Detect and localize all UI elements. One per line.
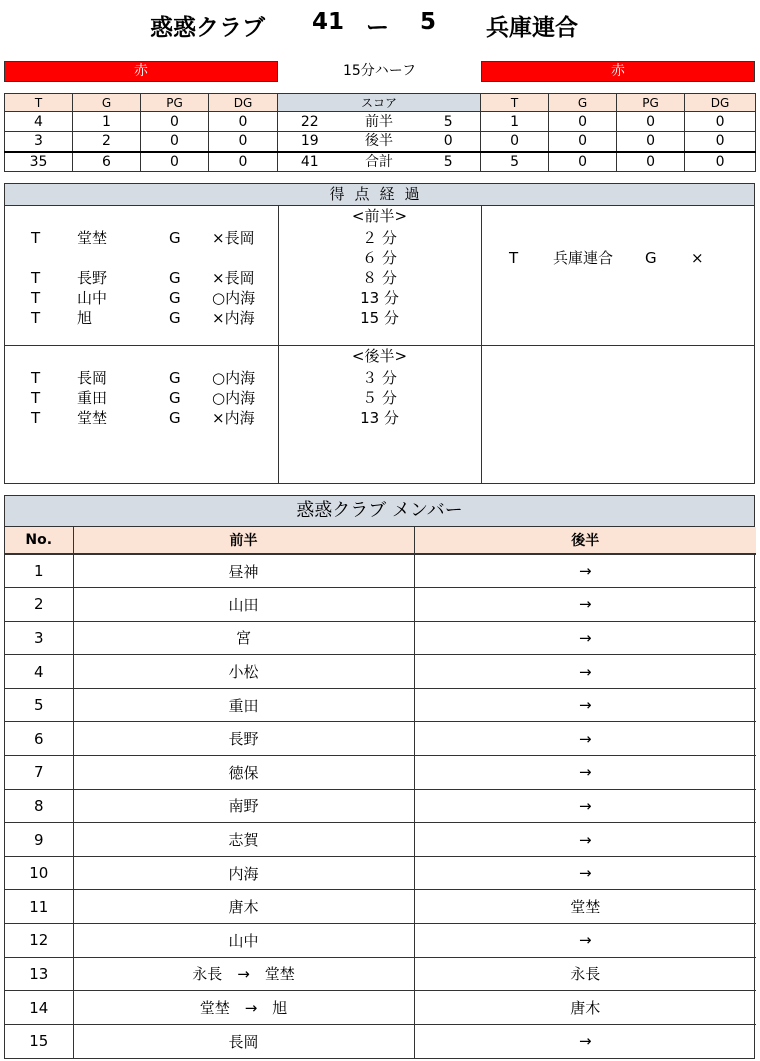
score-cell: 0 — [685, 132, 756, 152]
score-cell: 0 — [685, 112, 756, 132]
member-row — [5, 991, 756, 1025]
member-row — [5, 856, 756, 890]
member-no: 13 — [5, 957, 73, 991]
col-header: T — [481, 94, 549, 112]
first-half-player: 宮 — [73, 621, 414, 655]
score-cell: 0 — [549, 112, 617, 132]
score-time: ３ 分 — [362, 369, 397, 387]
second-half-player: → — [414, 688, 756, 722]
member-no: 14 — [5, 991, 73, 1025]
match-title — [0, 0, 760, 50]
second-half-player: → — [414, 756, 756, 790]
home-team-name: 惑惑クラブ — [150, 15, 265, 41]
score-cell: 0 — [141, 132, 209, 152]
member-list-title: 惑惑クラブ メンバー — [5, 496, 754, 527]
score-type: T — [31, 309, 41, 327]
score-type: T — [31, 229, 41, 247]
score-type: T — [31, 269, 41, 287]
first-half-player: 内海 — [73, 856, 414, 890]
away-score: 5 — [420, 9, 437, 35]
member-no: 5 — [5, 688, 73, 722]
col-header-first-half: 前半 — [73, 527, 414, 554]
score-cell: 0 — [481, 132, 549, 152]
member-row — [5, 588, 756, 622]
member-row — [5, 957, 756, 991]
kick-type: G — [169, 409, 181, 427]
score-cell: 0 — [617, 152, 685, 172]
member-row — [5, 823, 756, 857]
kick-type: G — [645, 249, 657, 267]
member-table — [5, 527, 756, 1058]
score-center-header: スコア — [278, 94, 481, 112]
member-no: 7 — [5, 756, 73, 790]
score-cell: 3 — [5, 132, 73, 152]
first-half-player: 長岡 — [73, 1024, 414, 1058]
member-no: 8 — [5, 789, 73, 823]
score-cell: 4 — [5, 112, 73, 132]
member-list — [4, 495, 755, 1059]
score-time: ８ 分 — [362, 269, 397, 287]
first-half-player: 徳保 — [73, 756, 414, 790]
progress-title: 得点経過 — [5, 184, 754, 206]
first-half-player: 堂埜 → 旭 — [73, 991, 414, 1025]
score-cell: 6 — [73, 152, 141, 172]
scoring-progress — [4, 183, 755, 484]
score-cell: 0 — [209, 152, 278, 172]
match-format: 15分ハーフ — [342, 63, 417, 79]
away-points: 5 — [417, 152, 481, 172]
kick-type: G — [169, 269, 181, 287]
col-header: PG — [617, 94, 685, 112]
score-cell: 1 — [481, 112, 549, 132]
score-type: T — [31, 389, 41, 407]
member-row — [5, 722, 756, 756]
second-half-label: <後半> — [351, 347, 408, 365]
score-cell: 5 — [481, 152, 549, 172]
score-separator: ー — [366, 15, 389, 41]
member-no: 10 — [5, 856, 73, 890]
second-half-player: 堂埜 — [414, 890, 756, 924]
score-type: T — [31, 369, 41, 387]
first-half-player: 小松 — [73, 655, 414, 689]
score-cell: 0 — [617, 112, 685, 132]
scorer: 兵庫連合 — [553, 249, 614, 267]
second-half-player: → — [414, 924, 756, 958]
kick-result: ×内海 — [212, 409, 255, 427]
first-half-player: 志賀 — [73, 823, 414, 857]
member-no: 3 — [5, 621, 73, 655]
col-header: DG — [209, 94, 278, 112]
score-header-row — [5, 94, 756, 112]
second-half-player: → — [414, 554, 756, 588]
first-half-player: 山中 — [73, 924, 414, 958]
away-team-name: 兵庫連合 — [486, 15, 578, 41]
away-points: 5 — [417, 112, 481, 132]
first-half-player: 山田 — [73, 588, 414, 622]
score-table — [4, 93, 756, 172]
period-label: 前半 — [342, 112, 417, 132]
score-time: 13 分 — [360, 289, 399, 307]
kick-result: ×長岡 — [212, 269, 255, 287]
member-no: 11 — [5, 890, 73, 924]
member-row — [5, 789, 756, 823]
second-half-player: → — [414, 823, 756, 857]
home-score: 41 — [312, 9, 345, 35]
score-time: 15 分 — [360, 309, 399, 327]
kick-result: ×長岡 — [212, 229, 255, 247]
col-header-second-half: 後半 — [414, 527, 756, 554]
col-header: DG — [685, 94, 756, 112]
scorer: 山中 — [77, 289, 108, 307]
member-row — [5, 655, 756, 689]
col-header: PG — [141, 94, 209, 112]
period-label: 合計 — [342, 152, 417, 172]
member-row — [5, 621, 756, 655]
member-no: 1 — [5, 554, 73, 588]
second-half-player: 永長 — [414, 957, 756, 991]
score-type: T — [31, 289, 41, 307]
member-row — [5, 688, 756, 722]
scorer: 長野 — [77, 269, 108, 287]
home-points: 19 — [278, 132, 342, 152]
scorer: 堂埜 — [77, 409, 108, 427]
score-cell: 0 — [141, 152, 209, 172]
scorer: 堂埜 — [77, 229, 108, 247]
scorer: 長岡 — [77, 369, 108, 387]
second-half-player: → — [414, 789, 756, 823]
second-half-player: 唐木 — [414, 991, 756, 1025]
col-header: G — [549, 94, 617, 112]
first-half-player: 永長 → 堂埜 — [73, 957, 414, 991]
member-no: 15 — [5, 1024, 73, 1058]
score-cell: 0 — [549, 132, 617, 152]
member-row — [5, 756, 756, 790]
kick-type: G — [169, 369, 181, 387]
kick-result: × — [691, 249, 704, 267]
second-half-player: → — [414, 722, 756, 756]
home-jersey-color: 赤 — [4, 61, 278, 82]
kick-result: ○内海 — [212, 389, 256, 407]
score-type: T — [509, 249, 519, 267]
member-row — [5, 1024, 756, 1058]
member-row — [5, 890, 756, 924]
score-time: 13 分 — [360, 409, 399, 427]
first-half-player: 南野 — [73, 789, 414, 823]
member-no: 4 — [5, 655, 73, 689]
kick-type: G — [169, 309, 181, 327]
kick-result: ○内海 — [212, 369, 256, 387]
second-half-player: → — [414, 1024, 756, 1058]
col-header: G — [73, 94, 141, 112]
member-no: 6 — [5, 722, 73, 756]
away-jersey-color: 赤 — [481, 61, 755, 82]
score-cell: 0 — [617, 132, 685, 152]
score-time: ６ 分 — [362, 249, 397, 267]
member-no: 9 — [5, 823, 73, 857]
score-cell: 0 — [209, 132, 278, 152]
score-row-first-half — [5, 112, 756, 132]
first-half-player: 重田 — [73, 688, 414, 722]
first-half-player: 唐木 — [73, 890, 414, 924]
score-type: T — [31, 409, 41, 427]
member-no: 2 — [5, 588, 73, 622]
score-time: ５ 分 — [362, 389, 397, 407]
away-points: 0 — [417, 132, 481, 152]
score-cell: 0 — [141, 112, 209, 132]
score-row-second-half — [5, 132, 756, 152]
member-no: 12 — [5, 924, 73, 958]
score-cell: 35 — [5, 152, 73, 172]
home-points: 22 — [278, 112, 342, 132]
first-half-player: 昼神 — [73, 554, 414, 588]
score-cell: 0 — [549, 152, 617, 172]
kick-type: G — [169, 229, 181, 247]
score-cell: 2 — [73, 132, 141, 152]
home-points: 41 — [278, 152, 342, 172]
kick-result: ○内海 — [212, 289, 256, 307]
second-half-player: → — [414, 588, 756, 622]
member-row — [5, 924, 756, 958]
kick-type: G — [169, 289, 181, 307]
scorer: 旭 — [77, 309, 93, 327]
score-time: ２ 分 — [362, 229, 397, 247]
kick-result: ×内海 — [212, 309, 255, 327]
score-cell: 0 — [685, 152, 756, 172]
score-row-total — [5, 152, 756, 172]
period-label: 後半 — [342, 132, 417, 152]
scorer: 重田 — [77, 389, 108, 407]
second-half-player: → — [414, 655, 756, 689]
second-half-player: → — [414, 856, 756, 890]
kick-type: G — [169, 389, 181, 407]
col-header-no: No. — [5, 527, 73, 554]
second-half-player: → — [414, 621, 756, 655]
member-row — [5, 554, 756, 588]
first-half-player: 長野 — [73, 722, 414, 756]
member-header-row — [5, 527, 756, 554]
score-cell: 1 — [73, 112, 141, 132]
first-half-label: <前半> — [351, 207, 408, 225]
col-header: T — [5, 94, 73, 112]
score-cell: 0 — [209, 112, 278, 132]
